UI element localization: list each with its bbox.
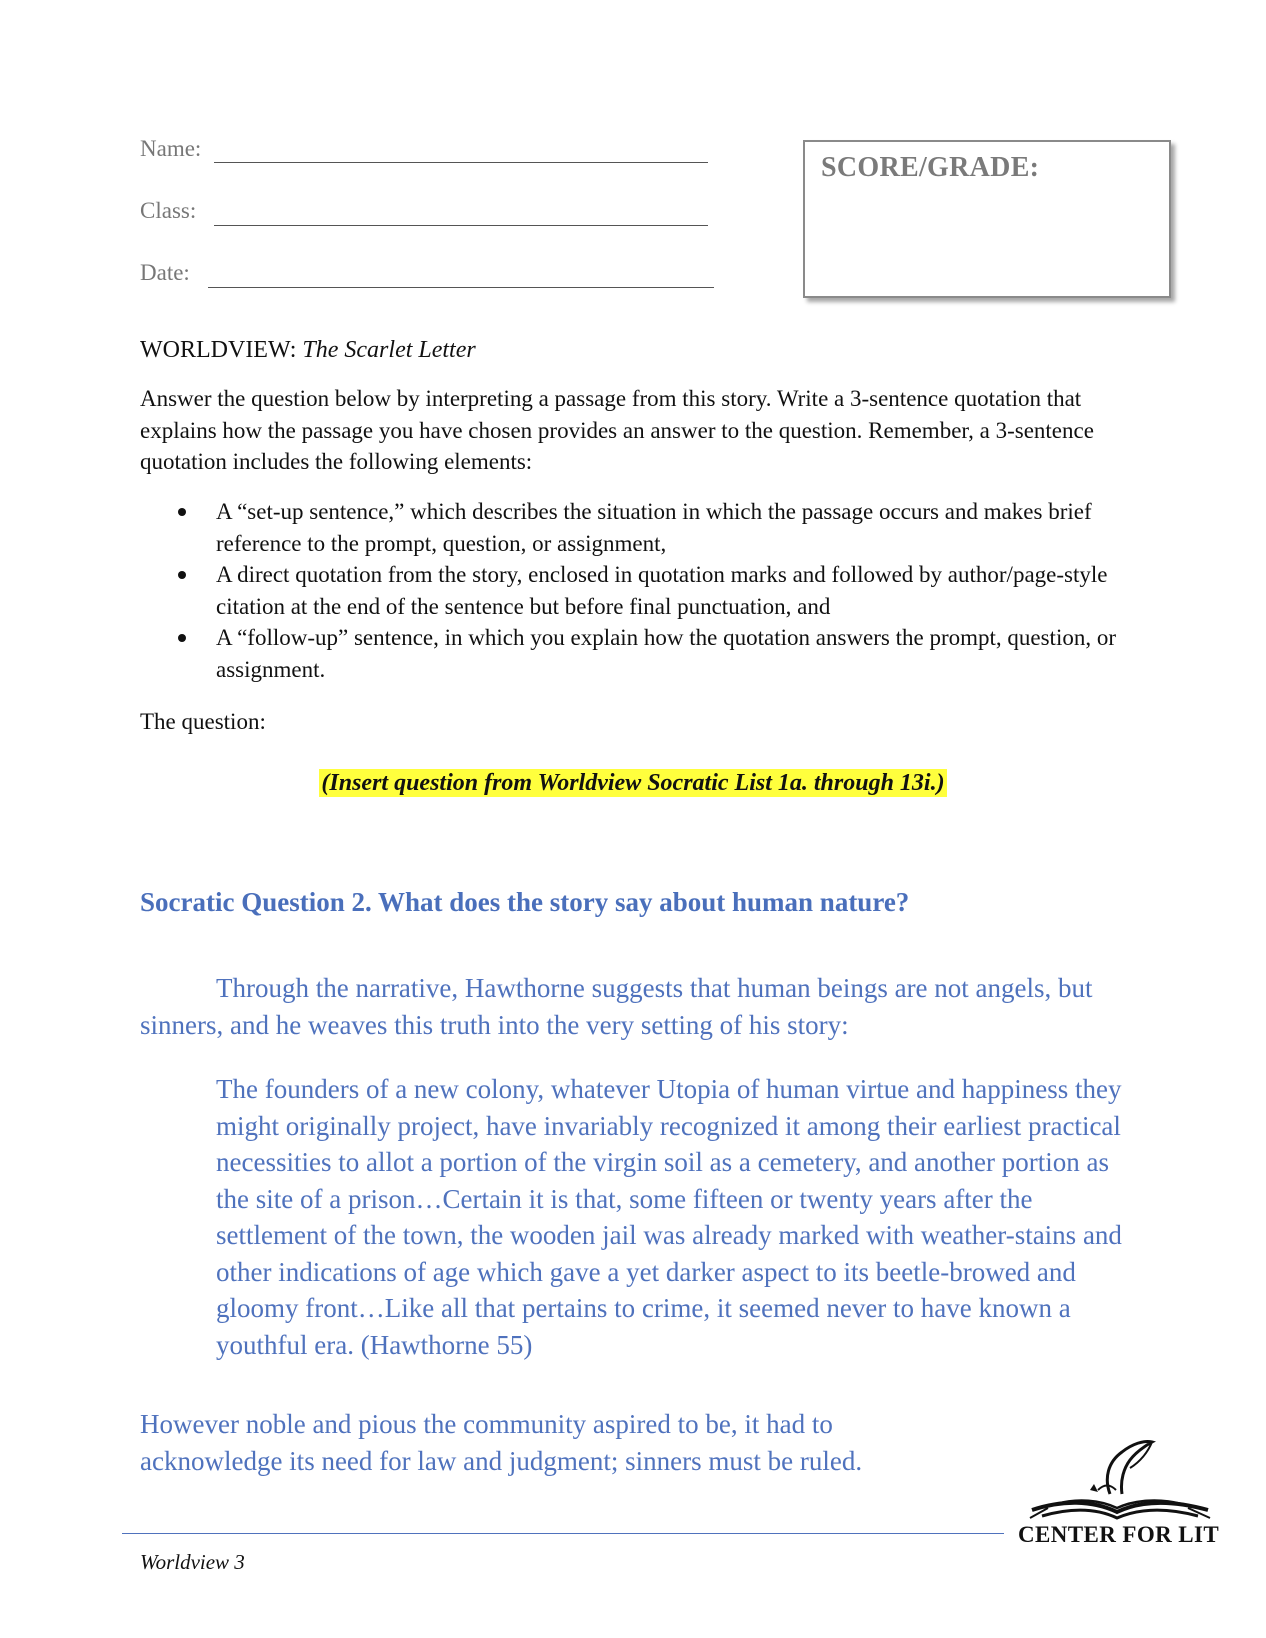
insert-question-prompt: (Insert question from Worldview Socratic List 1a. through 13i.) — [321, 770, 945, 796]
instructions-intro: Answer the question below by interpreting a passage from this story. Write a 3-sentence quotation that explains how the passage you have chosen provides an answer to the question. Remember, a 3-sentence quotation includes the following elements: — [140, 386, 1094, 474]
date-field[interactable] — [208, 287, 714, 288]
pelican-book-icon — [1012, 1428, 1222, 1528]
question-label: The question: — [140, 709, 266, 734]
socratic-question-heading: Socratic Question 2. What does the story say about human nature? — [140, 887, 910, 917]
list-item: A direct quotation from the story, enclosed in quotation marks and followed by author/page-style citation at the end of the sentence but before final punctuation, and — [216, 559, 1136, 622]
block-quote: The founders of a new colony, whatever Utopia of human virtue and happiness they might originally project, have invariably recognized it among their earliest practical necessities to allot a portion of the virgin soil as a cemetery, and another portion as the site of a prison…Certain it is that, some fifteen or twenty years after the settlement of the town, the wooden jail was already marked with weather-stains and other indications of age which gave a yet darker aspect to its beetle-browed and gloomy front…Like all that pertains to crime, it seemed never to have known a youthful era. (Hawthorne 55) — [216, 1074, 1122, 1360]
bullet-icon — [178, 571, 186, 579]
score-grade-label: SCORE/GRADE: — [821, 152, 1040, 183]
page-number: Worldview 3 — [140, 1550, 245, 1574]
logo-text: CENTER FOR LIT — [1018, 1522, 1220, 1547]
list-item: A “set-up sentence,” which describes the situation in which the passage occurs and makes brief reference to the prompt, question, or assignment, — [216, 496, 1136, 559]
name-field[interactable] — [214, 162, 708, 163]
name-label: Name: — [140, 136, 202, 161]
insert-question-row — [0, 770, 1266, 797]
worldview-title — [140, 335, 476, 367]
list-item: A “follow-up” sentence, in which you explain how the quotation answers the prompt, question, or assignment. — [216, 622, 1136, 685]
footer-divider — [122, 1533, 1004, 1534]
setup-sentence: Through the narrative, Hawthorne suggests that human beings are not angels, but sinners, and he weaves this truth into the very setting of his story: — [140, 973, 1093, 1040]
class-field[interactable] — [214, 225, 708, 226]
class-label: Class: — [140, 198, 197, 223]
bullet-icon — [178, 508, 186, 516]
date-label: Date: — [140, 260, 190, 285]
score-grade-box[interactable] — [803, 140, 1171, 298]
book-title: The Scarlet Letter — [302, 337, 476, 363]
elements-list — [216, 496, 1136, 685]
center-for-lit-logo — [1012, 1428, 1222, 1547]
worldview-prefix: WORLDVIEW: — [140, 337, 303, 363]
bullet-icon — [178, 634, 186, 642]
followup-sentence: However noble and pious the community aspired to be, it had to acknowledge its need for law and judgment; sinners must be ruled. — [140, 1409, 863, 1476]
